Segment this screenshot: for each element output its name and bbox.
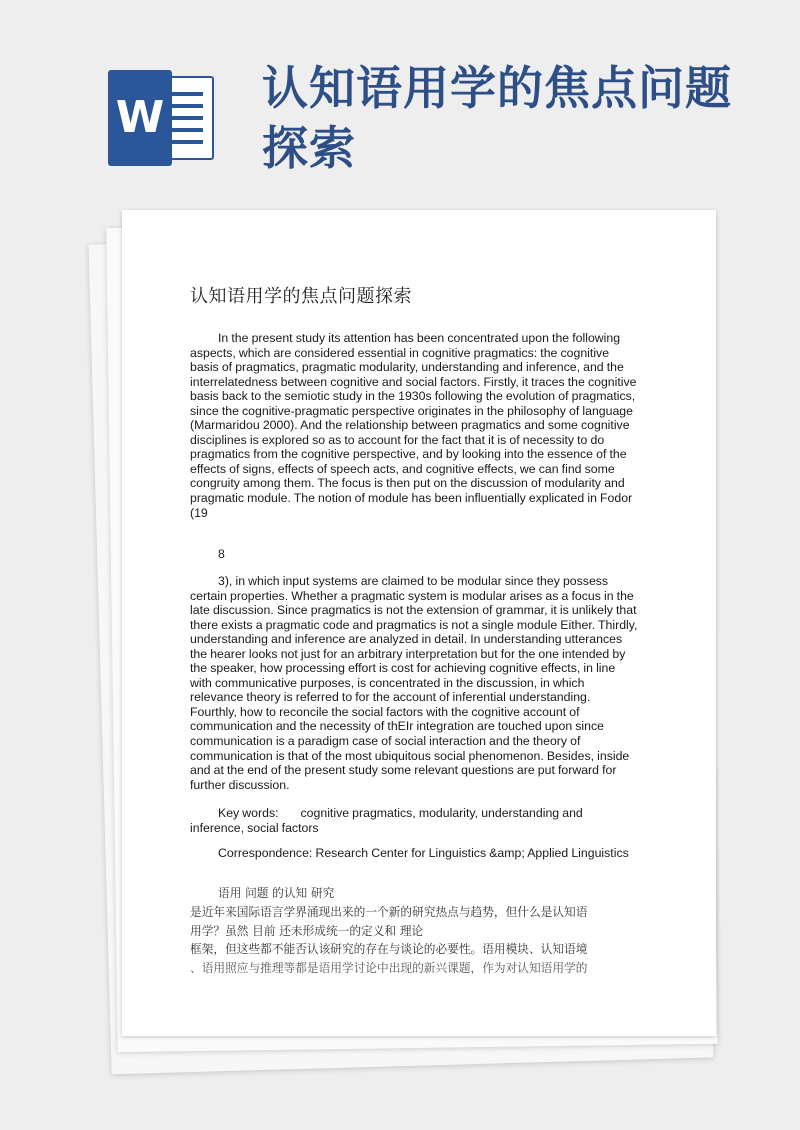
word-logo [108,70,220,166]
abstract-paragraph-3: 3), in which input systems are claimed to be modular since they possess certain properties. Whether a pragmatic system is modular arises as a focus in the late discussion. Since pragmatics is not the extension of grammar, it is unlikely that there exists a pragmatic code and pragmatics is not a single module Either. Thirdly, understanding and inference are analyzed in detail. In understanding utterances the hearer looks not just for an arbitrary interpretation but for the one intended by the speaker, how processing effort is cost for achieving cognitive effects, in line with communicative purposes, is concentrated in the discussion, in which relevance theory is referred to for the account of inferential understanding. Fourthly, how to reconcile the social factors with the cognitive account of communication and the necessity of thEIr integration are touched upon since communication is a paradigm case of social interaction and the theory of communication is that of the most ubiquitous social phenomenon. Besides, inside and at the end of the present study some relevant questions are put forward for further discussion. [190,574,638,792]
banner-title: 认知语用学的焦点问题探索 [262,61,732,175]
keywords-line [190,806,638,835]
abstract-paragraph-2: 8 [218,547,225,561]
chinese-body [190,903,638,977]
keywords-value: cognitive pragmatics, modularity, understanding and inference, social factors [190,806,583,835]
word-icon: W [108,70,172,166]
chinese-line-4: 、语用照应与推理等都是语用学讨论中出现的新兴课题，作为对认知语用学的 [190,960,588,975]
abstract-paragraph-1: In the present study its attention has been concentrated upon the following aspects, which are considered essential in cognitive pragmatics: the cognitive basis of pragmatics, pragmatic modularity, understanding and inference, and the interrelatedness between cognitive and social factors. Firstly, it traces the cognitive basis back to the semiotic study in the 1930s following the evolution of pragmatics, since the cognitive-pragmatic perspective originates in the philosophy of language (Marmaridou 2000). And the relationship between pragmatics and some cognitive disciplines is explored so as to account for the fact that it is of necessity to do pragmatics from the cognitive perspective, and by looking into the essence of the effects of signs, effects of speech acts, and cognitive effects, we can find some congruity among them. The focus is then put on the discussion of modularity and pragmatic module. The notion of module has been influentially explicated in Fodor (19 [190,331,637,520]
chinese-line-3: 框架，但这些都不能否认该研究的存在与谈论的必要性。语用模块、认知语境 [190,942,588,956]
keywords-label: Key words: [218,806,279,820]
document-title: 认知语用学的焦点问题探索 [190,286,412,307]
correspondence-line: Correspondence: Research Center for Linguistics &amp; Applied Linguistics [218,846,629,860]
chinese-heading: 语用 问题 的认知 研究 [218,886,335,900]
chinese-line-1: 是近年来国际语言学界涌现出来的一个新的研究热点与趋势，但什么是认知语 [190,905,588,919]
chinese-line-2: 用学？虽然 目前 还未形成统一的定义和 理论 [190,923,424,938]
